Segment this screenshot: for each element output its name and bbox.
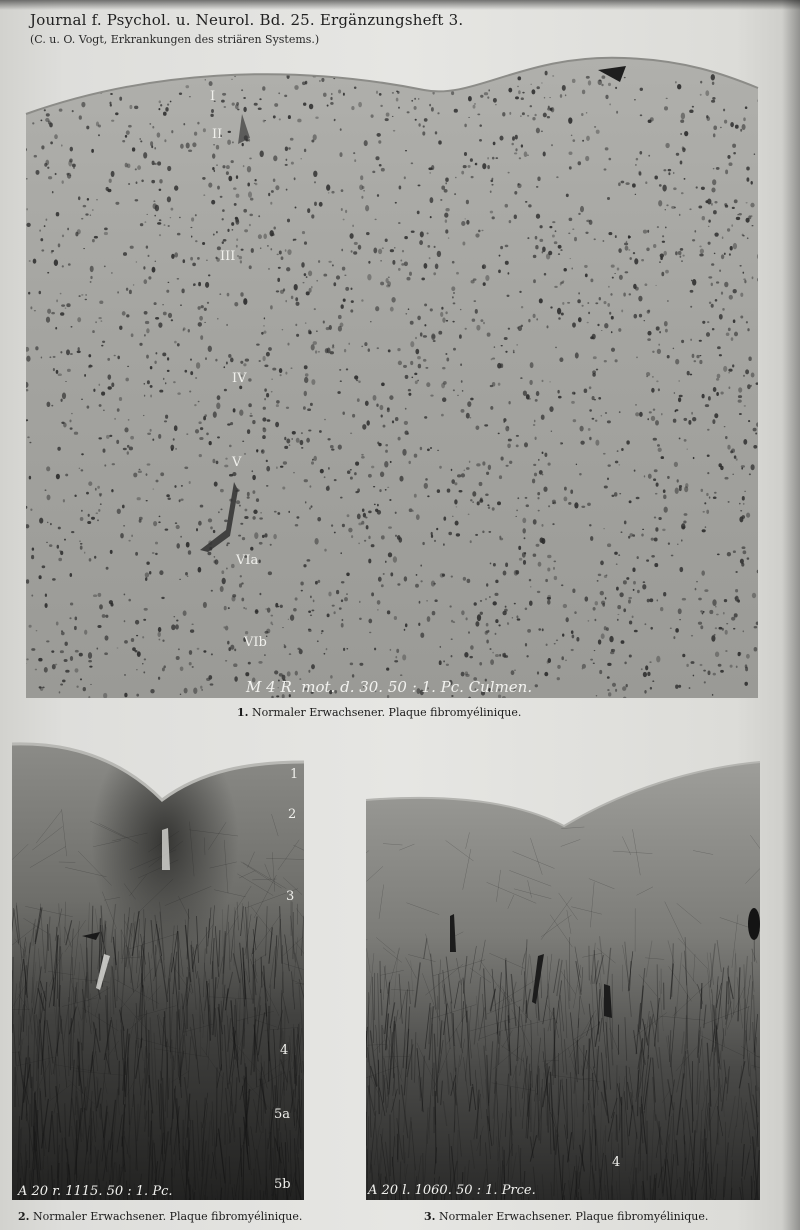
figure-1-layer-label: IV — [232, 371, 247, 386]
figure-1-micrograph — [24, 52, 760, 700]
figure-2-layer-label: 1 — [290, 767, 299, 782]
figure-1-layer-label: V — [232, 455, 242, 470]
figure-2-layer-label: 4 — [280, 1043, 289, 1058]
figure-1-photo-label: M 4 R. mot. d. 30. 50 : 1. Pc. Culmen. — [246, 678, 533, 696]
figure-2-caption-text: Normaler Erwachsener. Plaque fibromyélinique. — [32, 1210, 303, 1223]
figure-1-layer-label: II — [212, 127, 223, 142]
figure-2-caption — [18, 1210, 302, 1223]
figure-1-caption — [237, 706, 521, 719]
figure-3-number: 3. — [424, 1210, 436, 1223]
figure-2-layer-label: 3 — [286, 889, 295, 904]
figure-1-caption-text: Normaler Erwachsener. Plaque fibromyélinique. — [251, 706, 522, 719]
journal-title: Journal f. Psychol. u. Neurol. Bd. 25. Ergänzungsheft 3. — [30, 11, 464, 29]
figure-1-number: 1. — [237, 706, 249, 719]
figure-1-layer-label: VIa — [236, 553, 259, 568]
figure-3-micrograph — [364, 760, 762, 1200]
figure-3-photo-label: A 20 l. 1060. 50 : 1. Prce. — [368, 1183, 536, 1198]
figure-2-photo-label: A 20 r. 1115. 50 : 1. Pc. — [18, 1184, 173, 1199]
figure-3-caption — [424, 1210, 708, 1223]
figure-1-layer-label: III — [220, 249, 236, 264]
figure-3-caption-text: Normaler Erwachsener. Plaque fibromyélinique. — [438, 1210, 709, 1223]
figure-1-layer-label: VIb — [244, 635, 267, 650]
figure-2-layer-label: 2 — [288, 807, 297, 822]
figure-2-layer-label: 5a — [274, 1107, 291, 1122]
figure-2-micrograph — [12, 740, 306, 1200]
journal-subtitle: (C. u. O. Vogt, Erkrankungen des striären Systems.) — [30, 33, 320, 46]
figure-1-layer-label: I — [210, 89, 216, 104]
figure-3-layer-label: 4 — [612, 1155, 621, 1170]
figure-2-number: 2. — [18, 1210, 30, 1223]
figure-2-layer-label: 5b — [274, 1177, 291, 1192]
